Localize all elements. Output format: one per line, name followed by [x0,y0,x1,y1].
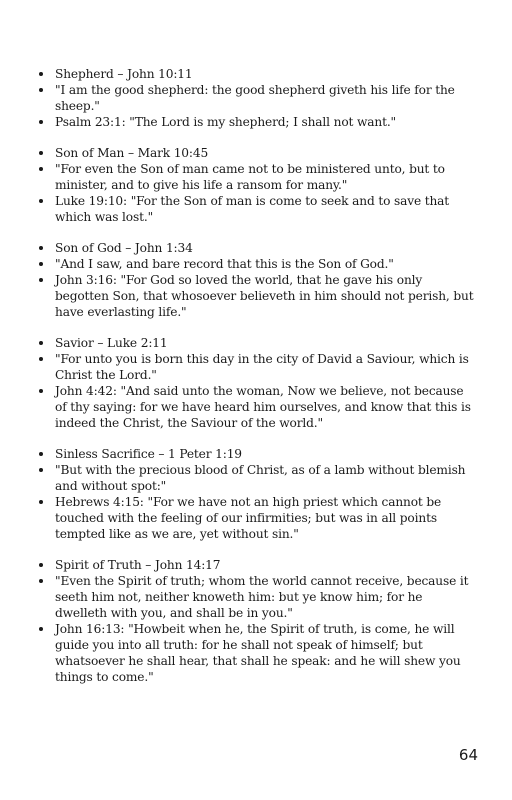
list-item [36,446,476,462]
list-item [36,193,476,225]
item-text: Shepherd – John 10:11 [55,67,193,81]
bullet-list [36,446,476,542]
item-text: Son of Man – Mark 10:45 [55,146,209,160]
list-item [36,621,476,685]
list-item [36,557,476,573]
item-text: John 3:16: "For God so loved the world, that he gave his only begotten Son, that whosoever believeth in him should not perish, but have everlasting life." [55,273,474,319]
list-item [36,573,476,621]
bullet-list [36,66,476,130]
section-son-of-man [36,145,476,225]
item-text: John 4:42: "And said unto the woman, Now we believe, not because of thy saying: for we have heard him ourselves, and know that this is indeed the Christ, the Saviour of the world." [55,384,471,430]
list-item [36,462,476,494]
bullet-dot-icon [39,120,43,124]
bullet-dot-icon [39,627,43,631]
bullet-dot-icon [39,278,43,282]
list-item [36,494,476,542]
list-item [36,272,476,320]
list-item [36,66,476,82]
item-text: "For unto you is born this day in the city of David a Saviour, which is Christ the Lord." [55,352,469,382]
bullet-dot-icon [39,357,43,361]
list-item [36,161,476,193]
list-item [36,240,476,256]
list-item [36,351,476,383]
list-item [36,383,476,431]
item-text: "But with the precious blood of Christ, as of a lamb without blemish and without spot:" [55,463,466,493]
list-item [36,335,476,351]
bullet-dot-icon [39,452,43,456]
item-text: "For even the Son of man came not to be ministered unto, but to minister, and to give his life a ransom for many." [55,162,445,192]
list-item [36,82,476,114]
section-savior [36,335,476,431]
item-text: Luke 19:10: "For the Son of man is come to seek and to save that which was lost." [55,194,450,224]
bullet-dot-icon [39,199,43,203]
list-item [36,145,476,161]
section-spirit-of-truth [36,557,476,685]
bullet-dot-icon [39,341,43,345]
bullet-dot-icon [39,500,43,504]
bullet-dot-icon [39,72,43,76]
item-text: "I am the good shepherd: the good shepherd giveth his life for the sheep." [55,83,455,113]
item-text: Psalm 23:1: "The Lord is my shepherd; I shall not want." [55,115,397,129]
bullet-dot-icon [39,262,43,266]
section-shepherd [36,66,476,130]
bullet-list [36,145,476,225]
bullet-dot-icon [39,167,43,171]
section-sinless-sacrifice [36,446,476,542]
bullet-dot-icon [39,389,43,393]
bullet-dot-icon [39,246,43,250]
bullet-dot-icon [39,88,43,92]
page-content [36,66,476,700]
section-son-of-god [36,240,476,320]
list-item [36,114,476,130]
bullet-list [36,335,476,431]
item-text: John 16:13: "Howbeit when he, the Spirit of truth, is come, he will guide you into all truth: for he shall not speak of himself; but whatsoever he shall hear, that shall he speak: and he will shew you things to come." [55,622,461,684]
page-number: 64 [458,746,478,764]
bullet-list [36,557,476,685]
item-text: Sinless Sacrifice – 1 Peter 1:19 [55,447,242,461]
list-item [36,256,476,272]
item-text: Son of God – John 1:34 [55,241,193,255]
item-text: "And I saw, and bare record that this is the Son of God." [55,257,394,271]
bullet-dot-icon [39,579,43,583]
item-text: Spirit of Truth – John 14:17 [55,558,221,572]
bullet-dot-icon [39,151,43,155]
item-text: Hebrews 4:15: "For we have not an high priest which cannot be touched with the feeling of our infirmities; but was in all points tempted like as we are, yet without sin." [55,495,442,541]
bullet-dot-icon [39,468,43,472]
bullet-list [36,240,476,320]
item-text: "Even the Spirit of truth; whom the world cannot receive, because it seeth him not, neither knoweth him: but ye know him; for he dwelleth with you, and shall be in you." [55,574,469,620]
item-text: Savior – Luke 2:11 [55,336,168,350]
bullet-dot-icon [39,563,43,567]
